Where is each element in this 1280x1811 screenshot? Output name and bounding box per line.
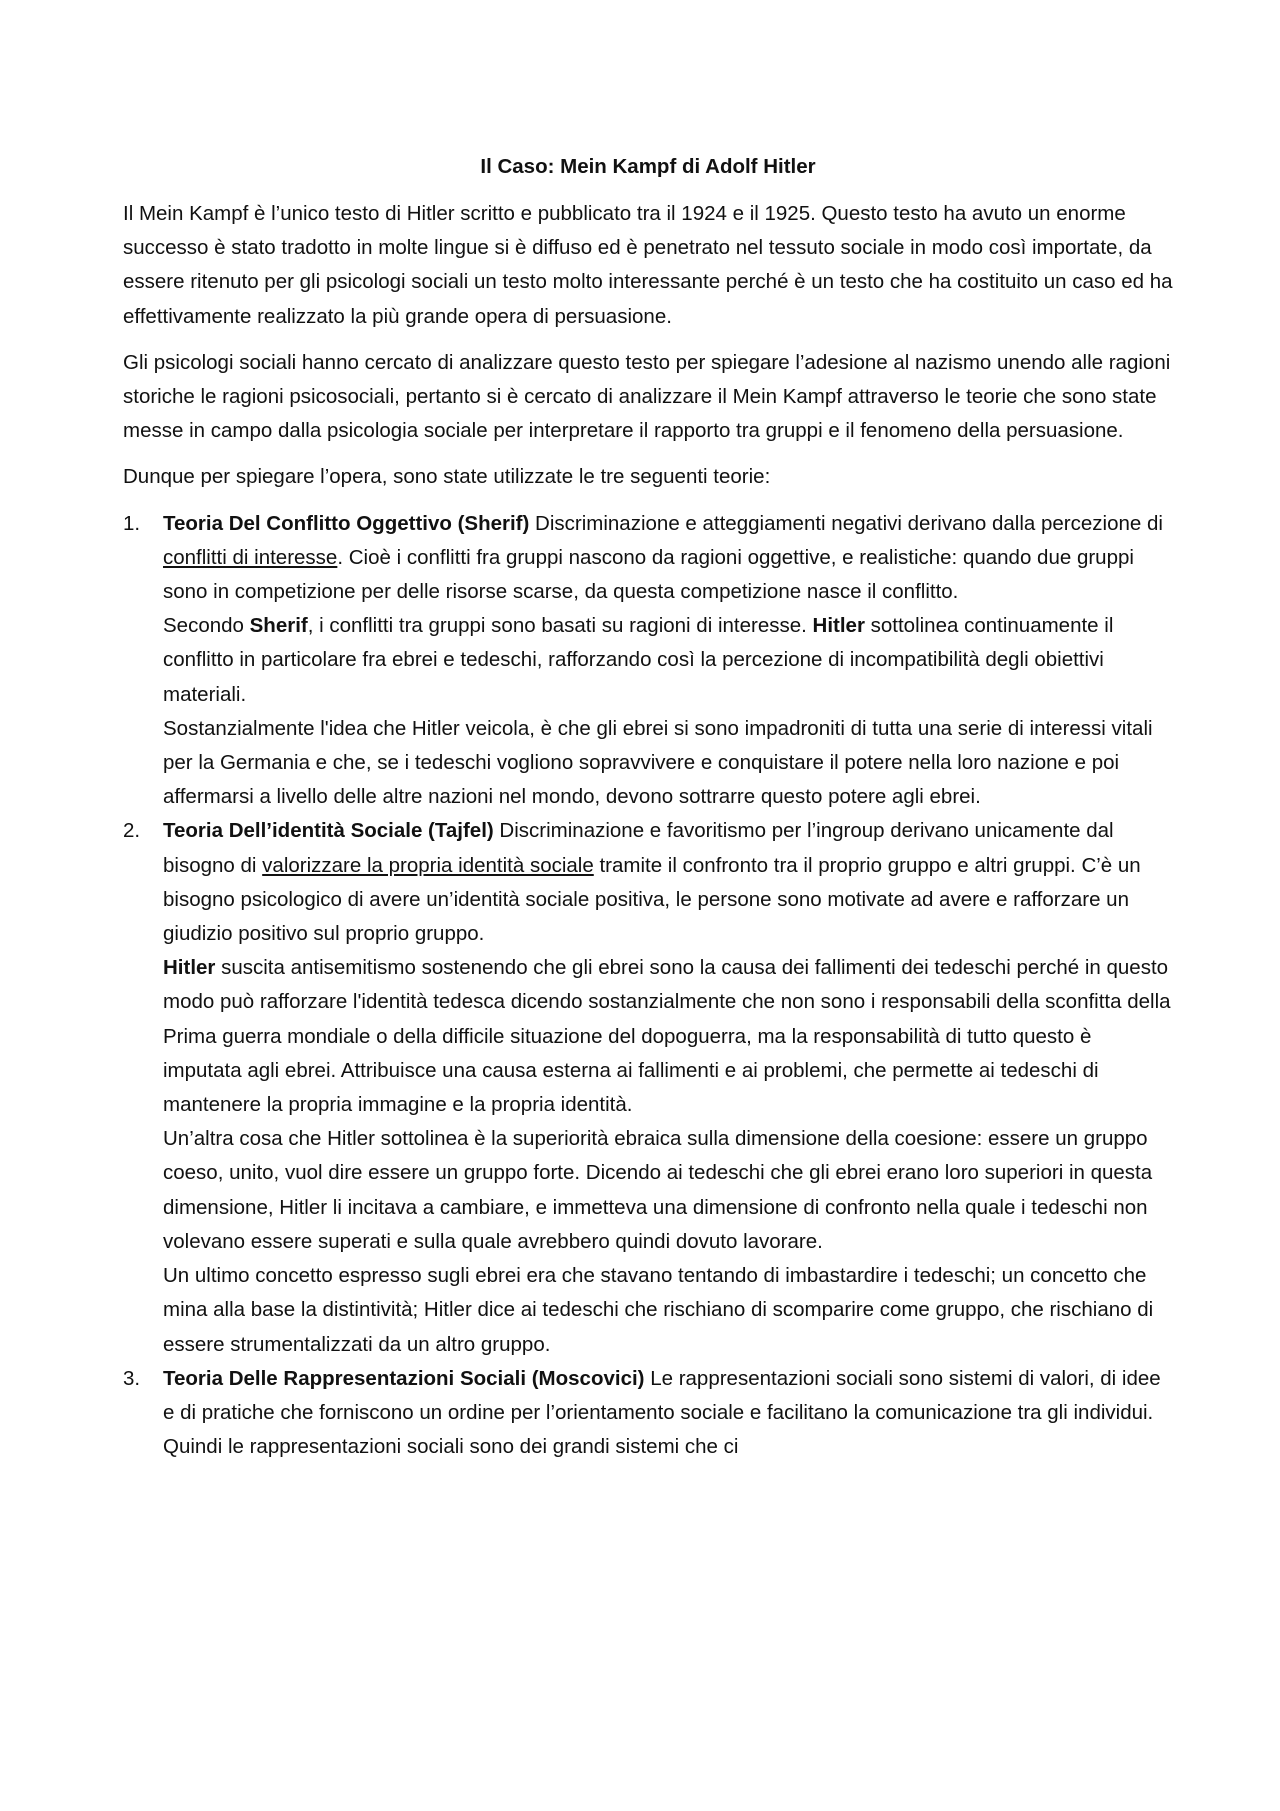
list-item-theory-1 bbox=[123, 507, 1173, 815]
paragraph-theories-lead: Dunque per spiegare l’opera, sono state utilizzate le tre seguenti teorie: bbox=[123, 465, 771, 489]
theory-1-heading: Teoria Del Conflitto Oggettivo (Sherif) bbox=[163, 511, 530, 535]
theory-1-paragraph-2: Secondo Sherif, i conflitti tra gruppi sono basati su ragioni di interesse. Hitler sottolinea continuamente il conflitto in particolare fra ebrei e tedeschi, rafforzando così la percezione di incompatibilità degli obiettivi materiali. bbox=[163, 614, 1114, 706]
theory-2-heading: Teoria Dell’identità Sociale (Tajfel) bbox=[163, 819, 494, 843]
theory-2-intro: Teoria Dell’identità Sociale (Tajfel) Discriminazione e favoritismo per l’ingroup derivano unicamente dal bisogno di valorizzare la propria identità sociale tramite il confronto tra il proprio gruppo e altri gruppi. C’è un bisogno psicologico di avere un’identità sociale positiva, le persone sono motivate ad avere e rafforzare un giudizio positivo sul proprio gruppo. bbox=[163, 819, 1141, 946]
list-item-theory-2 bbox=[123, 814, 1173, 1361]
list-number: 3. bbox=[123, 1366, 141, 1390]
document-page bbox=[123, 150, 1173, 1464]
theory-3-intro: Teoria Delle Rappresentazioni Sociali (Moscovici) Le rappresentazioni sociali sono sistemi di valori, di idee e di pratiche che forniscono un ordine per l’orientamento sociale e facilitano la comunicazione tra gli individui. Quindi le rappresentazioni sociali sono dei grandi sistemi che ci bbox=[163, 1366, 1161, 1459]
list-number: 1. bbox=[123, 511, 141, 535]
list-item-theory-3 bbox=[123, 1362, 1173, 1465]
theory-2-paragraph-2: Hitler suscita antisemitismo sostenendo che gli ebrei sono la causa dei fallimenti dei tedeschi perché in questo modo può rafforzare l'identità tedesca dicendo sostanzialmente che non sono i responsabili della sconfitta della Prima guerra mondiale o della difficile situazione del dopoguerra, ma la responsabilità di tutto questo è imputata agli ebrei. Attribuisce una causa esterna ai fallimenti e ai problemi, che permette ai tedeschi di mantenere la propria immagine e la propria identità. bbox=[163, 956, 1171, 1117]
paragraph-psychologists: Gli psicologi sociali hanno cercato di analizzare questo testo per spiegare l’adesione al nazismo unendo alle ragioni storiche le ragioni psicosociali, pertanto si è cercato di analizzare il Mein Kampf attraverso le teorie che sono state messe in campo dalla psicologia sociale per interpretare il rapporto tra gruppi e il fenomeno della persuasione. bbox=[123, 350, 1171, 443]
list-number: 2. bbox=[123, 819, 141, 843]
theory-1-intro: Teoria Del Conflitto Oggettivo (Sherif) Discriminazione e atteggiamenti negativi derivano dalla percezione di conflitti di interesse. Cioè i conflitti fra gruppi nascono da ragioni oggettive, e realistiche: quando due gruppi sono in competizione per delle risorse scarse, da questa competizione nasce il conflitto. bbox=[163, 511, 1163, 604]
theory-1-underlined-term: conflitti di interesse bbox=[163, 545, 338, 569]
theories-list bbox=[123, 507, 1173, 1465]
theory-2-paragraph-3: Un’altra cosa che Hitler sottolinea è la superiorità ebraica sulla dimensione della coesione: essere un gruppo coeso, unito, vuol dire essere un gruppo forte. Dicendo ai tedeschi che gli ebrei erano loro superiori in questa dimensione, Hitler li incitava a cambiare, e immetteva una dimensione di confronto nella quale i tedeschi non volevano essere superati e sulla quale avrebbero quindi dovuto lavorare. bbox=[163, 1127, 1153, 1253]
theory-3-heading: Teoria Delle Rappresentazioni Sociali (Moscovici) bbox=[163, 1366, 645, 1390]
theory-2-paragraph-4: Un ultimo concetto espresso sugli ebrei era che stavano tentando di imbastardire i tedeschi; un concetto che mina alla base la distintività; Hitler dice ai tedeschi che rischiano di scomparire come gruppo, che rischiano di essere strumentalizzati da un altro gruppo. bbox=[163, 1264, 1154, 1356]
paragraph-intro: Il Mein Kampf è l’unico testo di Hitler scritto e pubblicato tra il 1924 e il 1925. Questo testo ha avuto un enorme successo è stato tradotto in molte lingue si è diffuso ed è penetrato nel tessuto sociale in modo così importate, da essere ritenuto per gli psicologi sociali un testo molto interessante perché è un testo che ha costituito un caso ed ha effettivamente realizzato la più grande opera di persuasione. bbox=[123, 202, 1173, 328]
theory-1-paragraph-3: Sostanzialmente l'idea che Hitler veicola, è che gli ebrei si sono impadroniti di tutta una serie di interessi vitali per la Germania e che, se i tedeschi vogliono sopravvivere e conquistare il potere nella loro nazione e poi affermarsi a livello delle altre nazioni nel mondo, devono sottrarre questo potere agli ebrei. bbox=[163, 716, 1153, 809]
document-title: Il Caso: Mein Kampf di Adolf Hitler bbox=[480, 155, 816, 178]
theory-2-underlined-term: valorizzare la propria identità sociale bbox=[262, 853, 594, 877]
